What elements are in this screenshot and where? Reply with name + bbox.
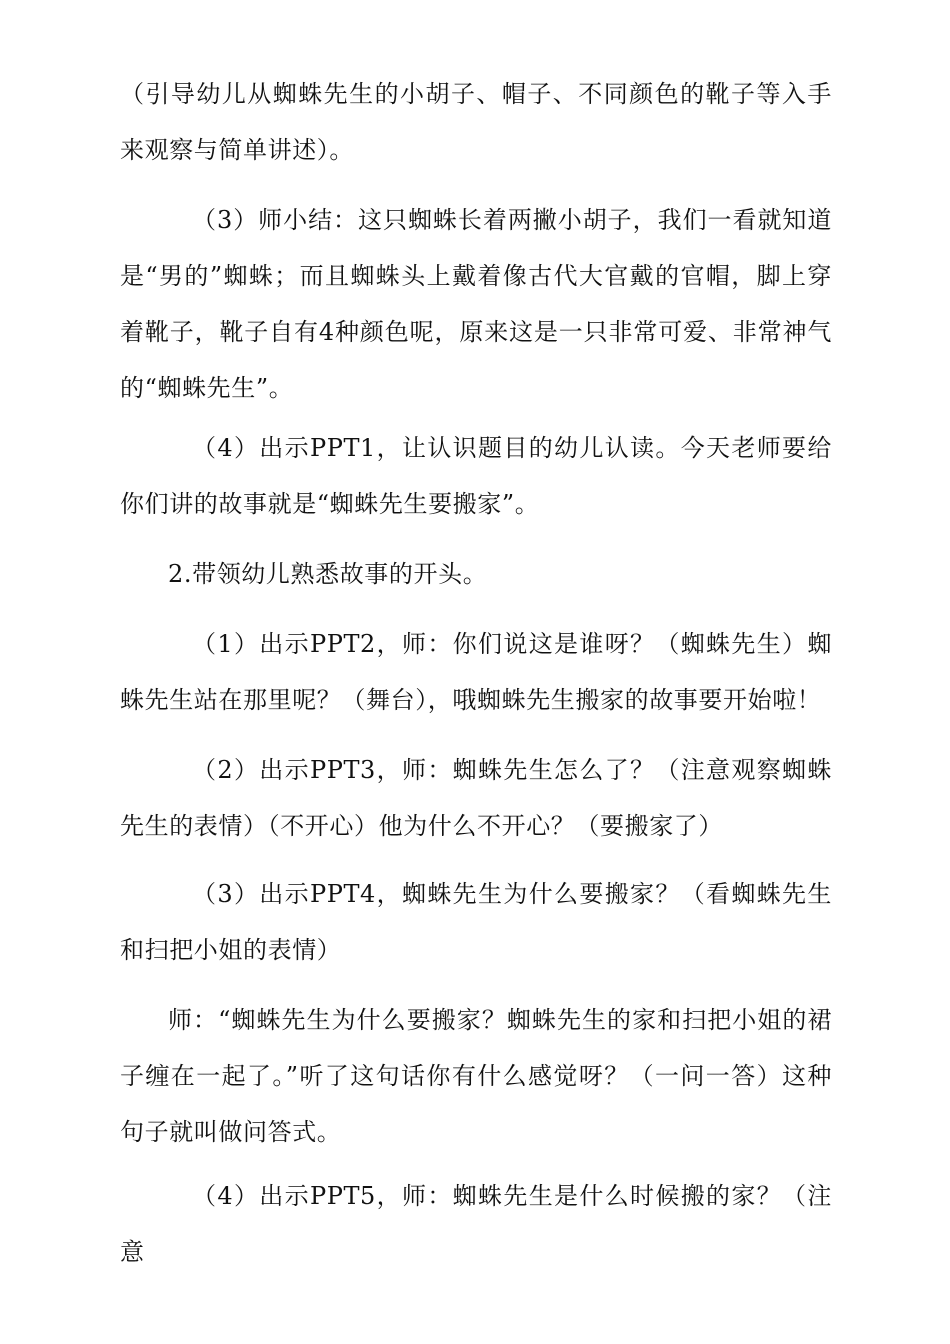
- paragraph-observation-guide: （引导幼儿从蜘蛛先生的小胡子、帽子、不同颜色的靴子等入手来观察与简单讲述）。: [120, 80, 832, 164]
- paragraph-teacher-question: 师：“蜘蛛先生为什么要搬家？蜘蛛先生的家和扫把小姐的裙子缠在一起了。”听了这句话你有什么感觉呀？（一问一答）这种句子就叫做问答式。: [120, 1006, 832, 1146]
- paragraph-show-ppt4: （3）出示PPT4，蜘蛛先生为什么要搬家？（看蜘蛛先生和扫把小姐的表情）: [120, 880, 832, 964]
- paragraph-section-2-heading: 2.带领幼儿熟悉故事的开头。: [168, 560, 488, 588]
- paragraph-show-ppt3: （2）出示PPT3，师：蜘蛛先生怎么了？（注意观察蜘蛛先生的表情）（不开心）他为什么不开心？（要搬家了）: [120, 756, 832, 840]
- paragraph-show-ppt5: （4）出示PPT5，师：蜘蛛先生是什么时候搬的家？（注意: [120, 1182, 832, 1266]
- paragraph-show-ppt2: （1）出示PPT2，师：你们说这是谁呀？（蜘蛛先生）蜘蛛先生站在那里呢？（舞台），哦蜘蛛先生搬家的故事要开始啦！: [120, 630, 832, 714]
- paragraph-show-ppt1: （4）出示PPT1，让认识题目的幼儿认读。今天老师要给你们讲的故事就是“蜘蛛先生要搬家”。: [120, 434, 832, 518]
- paragraph-teacher-summary: （3）师小结：这只蜘蛛长着两撇小胡子，我们一看就知道是“男的”蜘蛛；而且蜘蛛头上戴着像古代大官戴的官帽，脚上穿着靴子，靴子自有4种颜色呢，原来这是一只非常可爱、非常神气的“蜘蛛先生”。: [120, 206, 832, 402]
